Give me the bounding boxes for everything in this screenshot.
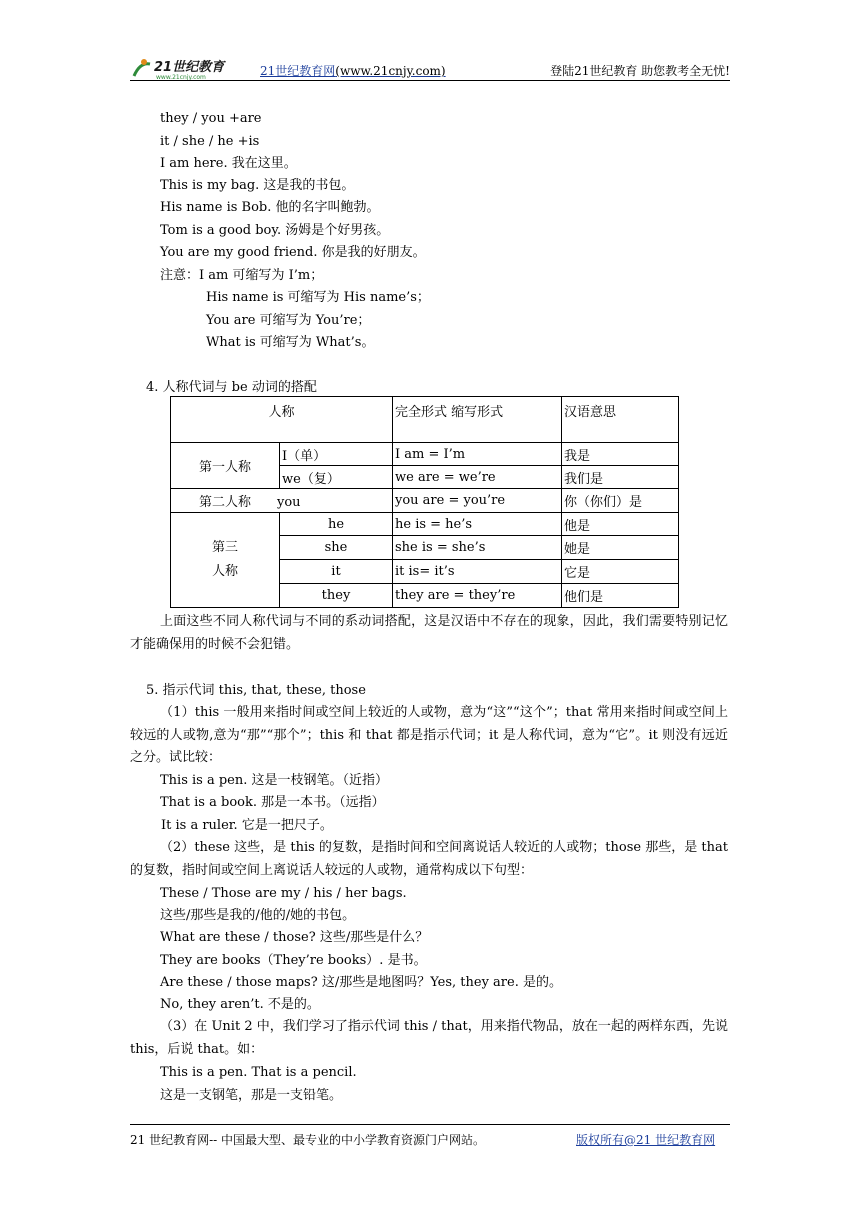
- text-line: Tom is a good boy. 汤姆是个好男孩。: [160, 223, 390, 238]
- site-logo: [130, 56, 242, 80]
- table-cell: 我是: [562, 443, 679, 466]
- table-cell: 他是: [562, 513, 679, 536]
- svg-text:www.21cnjy.com: www.21cnjy.com: [156, 74, 206, 80]
- table-cell: 它是: [562, 560, 679, 584]
- example-line: 这些/那些是我的/他的/她的书包。: [160, 908, 356, 923]
- example-line: This is a pen. That is a pencil.: [160, 1065, 357, 1080]
- footer-text: 21 世纪教育网-- 中国最大型、最专业的中小学教育资源门户网站。: [130, 1133, 486, 1147]
- note-line: You are 可缩写为 You’re；: [206, 313, 371, 328]
- table-header: 汉语意思: [562, 397, 679, 443]
- pronoun-table: [170, 396, 679, 608]
- svg-text:21世纪教育: 21世纪教育: [154, 60, 225, 75]
- table-cell: he is = he’s: [393, 513, 562, 536]
- table-cell: 第三 人称: [171, 513, 280, 608]
- example-line: What are these / those? 这些/那些是什么？: [160, 930, 429, 945]
- example-line: This is a pen. 这是一枝钢笔。（近指）: [160, 773, 389, 788]
- header-slogan: 登陆21世纪教育 助您教考全无忧!: [550, 64, 730, 78]
- example-line: No, they aren’t. 不是的。: [160, 997, 320, 1012]
- table-cell: we（复）: [280, 466, 393, 489]
- table-cell: 她是: [562, 536, 679, 560]
- table-cell: I am = I’m: [393, 443, 562, 466]
- paragraph: 上面这些不同人称代词与不同的系动词搭配，这是汉语中不存在的现象，因此，我们需要特别记忆才能确保用的时候不会犯错。: [130, 614, 728, 652]
- header-rule: [130, 80, 730, 81]
- table-cell: you are = you’re: [393, 489, 562, 513]
- text-line: they / you +are: [160, 111, 262, 126]
- paragraph: （3）在 Unit 2 中，我们学习了指示代词 this / that，用来指代物品，放在一起的两样东西，先说 this，后说 that。如：: [130, 1019, 728, 1057]
- table-cell: she: [280, 536, 393, 560]
- table-cell: I（单）: [280, 443, 393, 466]
- table-cell: it: [280, 560, 393, 584]
- section-heading: 5. 指示代词 this, that, these, those: [146, 683, 366, 698]
- text-line: it / she / he +is: [160, 134, 260, 149]
- table-cell: 我们是: [562, 466, 679, 489]
- text-line: His name is Bob. 他的名字叫鲍勃。: [160, 200, 380, 215]
- table-cell: they: [280, 584, 393, 608]
- text-line: You are my good friend. 你是我的好朋友。: [160, 245, 426, 260]
- page-header: [130, 56, 730, 82]
- table-cell: 你（你们）是: [562, 489, 679, 513]
- table-cell: 他们是: [562, 584, 679, 608]
- table-cell: 第二人称 you: [171, 489, 393, 513]
- table-cell: he: [280, 513, 393, 536]
- footer-copyright-link[interactable]: 版权所有@21 世纪教育网: [576, 1133, 716, 1147]
- table-cell: she is = she’s: [393, 536, 562, 560]
- section-heading: 4. 人称代词与 be 动词的搭配: [146, 380, 317, 395]
- footer-rule: [130, 1124, 730, 1125]
- paragraph: （1）this 一般用来指时间或空间上较近的人或物，意为“这”“这个”；that 常用来指时间或空间上较远的人或物,意为“那”“那个”；this 和 that 都是指示代词；it 是人称代词，意为“它”。it 则没有远近之分。试比较：: [130, 705, 728, 765]
- text-line: I am here. 我在这里。: [160, 156, 297, 171]
- table-cell: they are = they’re: [393, 584, 562, 608]
- example-line: That is a book. 那是一本书。（远指）: [160, 795, 385, 810]
- note-line: What is 可缩写为 What’s。: [206, 335, 375, 350]
- site-link[interactable]: 21世纪教育网(www.21cnjy.com): [260, 64, 446, 78]
- table-header: 人称: [171, 397, 393, 443]
- example-line: They are books（They’re books）. 是书。: [160, 953, 427, 968]
- paragraph: （2）these 这些，是 this 的复数，是指时间和空间离说话人较近的人或物；those 那些，是 that 的复数，指时间或空间上离说话人较远的人或物，通常构成以下句型：: [130, 840, 728, 878]
- text-line: This is my bag. 这是我的书包。: [160, 178, 355, 193]
- note-line: 注意：I am 可缩写为 I’m；: [160, 268, 324, 283]
- example-line: Are these / those maps? 这/那些是地图吗？Yes, they are. 是的。: [160, 975, 562, 990]
- table-cell: we are = we’re: [393, 466, 562, 489]
- example-line: 这是一支钢笔，那是一支铅笔。: [160, 1088, 343, 1103]
- note-line: His name is 可缩写为 His name’s；: [206, 290, 430, 305]
- example-line: These / Those are my / his / her bags.: [160, 886, 407, 901]
- example-line: It is a ruler. 它是一把尺子。: [161, 818, 333, 833]
- table-cell: it is= it’s: [393, 560, 562, 584]
- table-cell: 第一人称: [171, 443, 280, 489]
- table-header: 完全形式 缩写形式: [393, 397, 562, 443]
